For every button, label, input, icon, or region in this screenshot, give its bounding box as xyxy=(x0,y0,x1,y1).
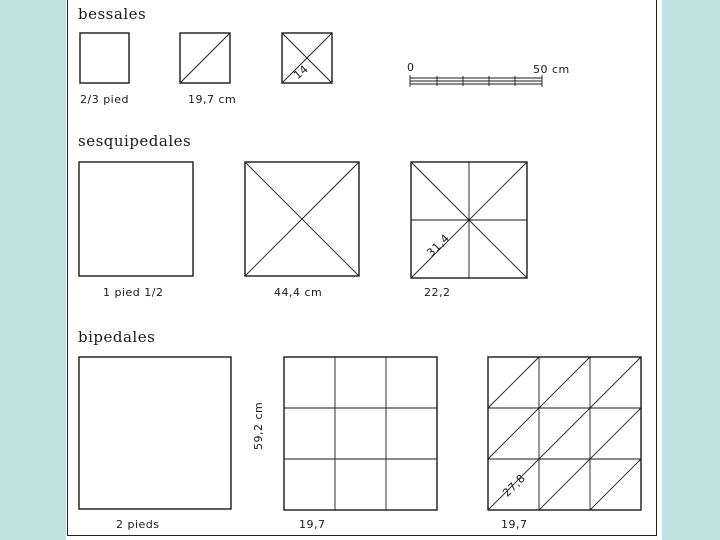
sesquipedales-cross-label: 44,4 cm xyxy=(274,286,323,299)
sesquipedales-cross-square xyxy=(245,162,359,276)
scale-zero-label: 0 xyxy=(407,61,415,74)
sesquipedales-inner-label: 31,4 xyxy=(424,231,453,260)
bipedales-inner-label: 27,8 xyxy=(500,471,529,500)
bipedales-diag-grid-label: 19,7 xyxy=(501,518,528,531)
bipedales-grid-label: 19,7 xyxy=(299,518,326,531)
bessales-square xyxy=(80,33,129,83)
bipedales-square-label: 2 pieds xyxy=(116,518,160,531)
sesquipedales-split-square xyxy=(411,162,527,278)
sesquipedales-square xyxy=(79,162,193,276)
bipedales-grid-square xyxy=(284,357,437,510)
bipedales-square xyxy=(79,357,231,509)
section-title-bessales: bessales xyxy=(78,5,147,23)
bessales-diagonal-label: 19,7 cm xyxy=(188,93,237,106)
section-title-sesquipedales: sesquipedales xyxy=(78,132,192,150)
sesquipedales-square-label: 1 pied 1/2 xyxy=(103,286,164,299)
sesquipedales-split-label: 22,2 xyxy=(424,286,451,299)
bessales-inner-label: 14 xyxy=(291,62,311,82)
bessales-diagonal-square xyxy=(180,33,230,83)
section-title-bipedales: bipedales xyxy=(78,328,156,346)
bessales-square-label: 2/3 pied xyxy=(80,93,129,106)
scale-end-label: 50 cm xyxy=(533,63,570,76)
bipedales-side-label: 59,2 cm xyxy=(252,401,265,450)
scale-bar xyxy=(410,75,542,87)
